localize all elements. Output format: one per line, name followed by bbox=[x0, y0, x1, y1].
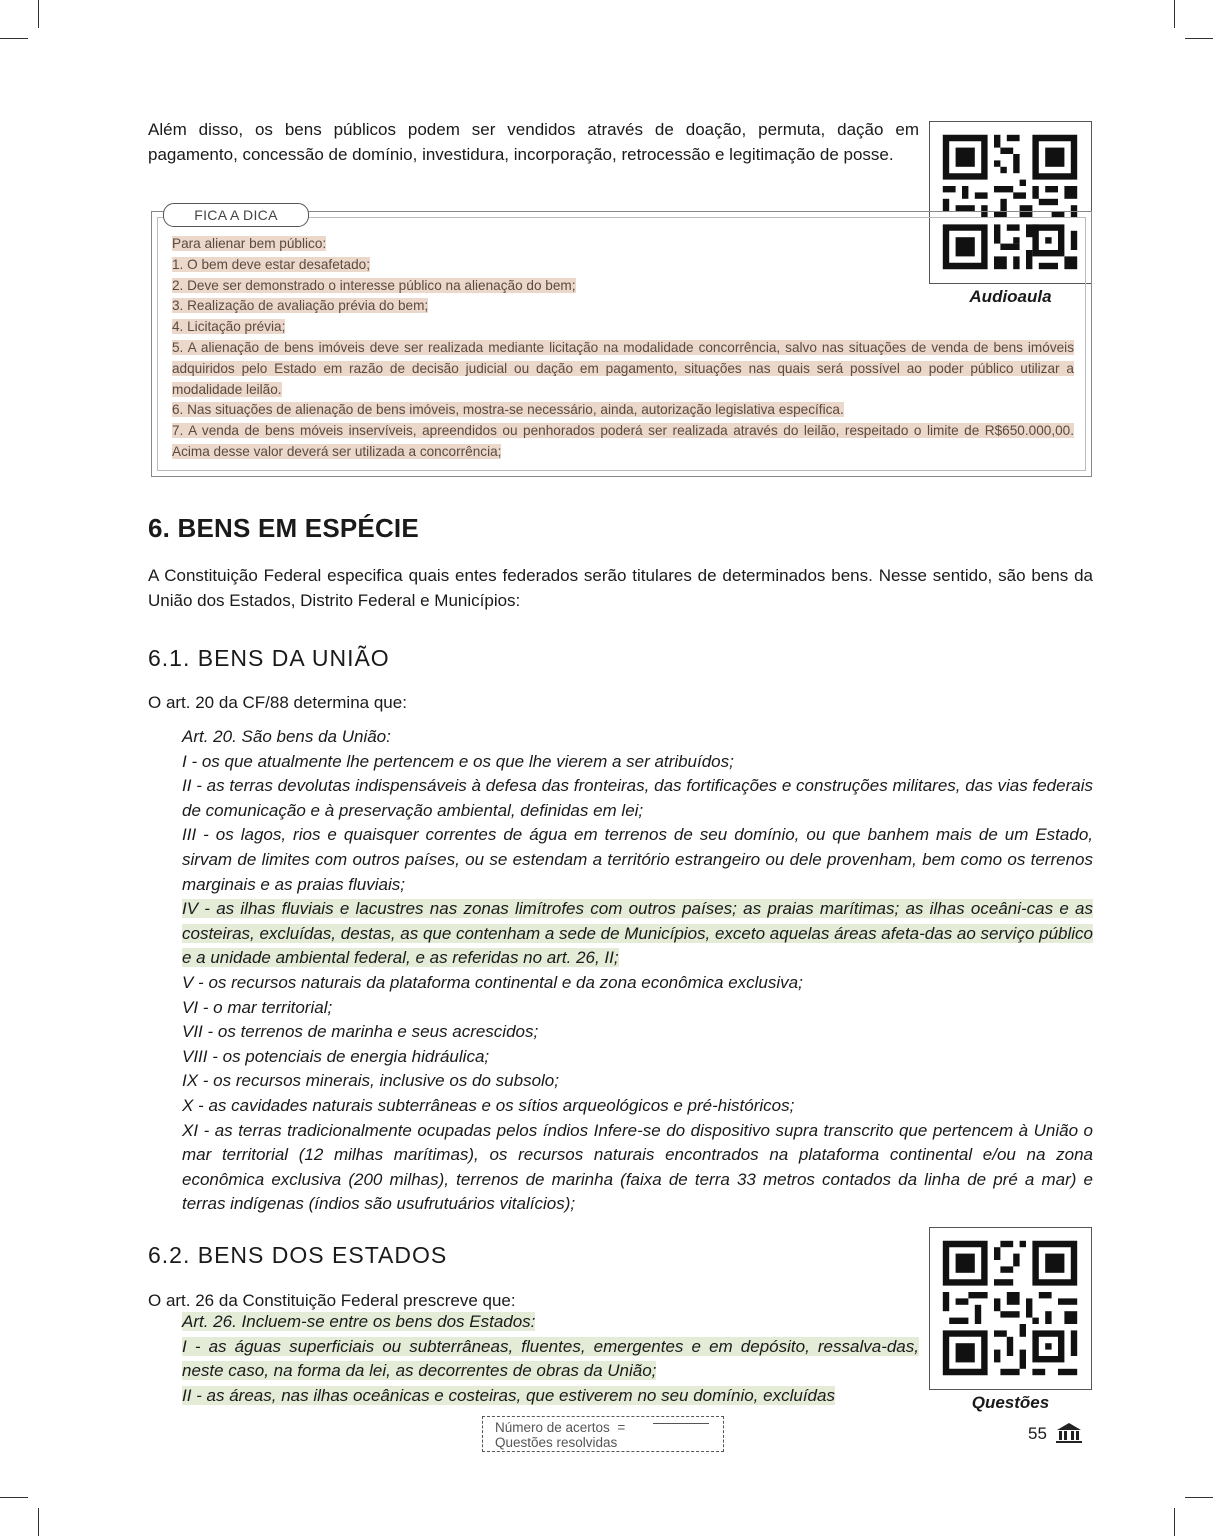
art20-item: XI - as terras tradicionalmente ocupadas pelos índios Infere-se do dispositivo supra transcrito que pertencem à União o mar territorial (12 milhas marítimas), os recursos naturais encontrados na plataforma continental e/ou na zona econômica exclusiva (200 milhas), terrenos de marinha (faixa de terra 33 metros contados da linha de pré a mar) e terras indígenas (índios são usufrutuários vitalícios); bbox=[182, 1120, 1093, 1214]
crop-mark bbox=[1185, 38, 1213, 39]
tip-box-content bbox=[172, 234, 1074, 463]
art20-item-highlighted: IV - as ilhas fluviais e lacustres nas zonas limítrofes com outros países; as praias marítimas; as ilhas oceâni-cas e as costeiras, excluídas, destas, as que contenham a sede de Municípios, exceto aquelas áreas afeta-das ao serviço público e a unidade ambiental federal, e as referidas no art. 26, II; bbox=[182, 899, 1093, 968]
score-label-resolvidas: Questões resolvidas bbox=[495, 1435, 618, 1450]
tip-line: 4. Licitação prévia; bbox=[172, 319, 286, 335]
tip-box-label: FICA A DICA bbox=[163, 203, 309, 227]
qr-caption-audioaula: Audioaula bbox=[969, 287, 1052, 306]
crop-mark bbox=[1174, 0, 1175, 28]
tip-line: 1. O bem deve estar desafetado; bbox=[172, 256, 370, 272]
tip-line: 5. A alienação de bens imóveis deve ser realizada mediante licitação na modalidade concorrência, salvo nas situações de venda de bens imóveis adquiridos pelo Estado em razão de decisão judicial ou dação em pagamento, situações nas quais será possível ao poder público utilizar a modalidade leilão. bbox=[172, 339, 1074, 397]
crop-mark bbox=[1174, 1508, 1175, 1536]
score-box bbox=[482, 1416, 724, 1452]
crop-mark bbox=[0, 38, 28, 39]
art26-title: Art. 26. Incluem-se entre os bens dos Estados: bbox=[182, 1312, 536, 1331]
institution-logo-icon bbox=[1054, 1421, 1084, 1443]
art20-item: IX - os recursos minerais, inclusive os do subsolo; bbox=[182, 1071, 559, 1091]
crop-mark bbox=[0, 1497, 28, 1498]
qr-caption-questoes: Questões bbox=[971, 1393, 1050, 1412]
art20-item: I - os que atualmente lhe pertencem e os que lhe vierem a ser atribuídos; bbox=[182, 751, 734, 771]
tip-line: 6. Nas situações de alienação de bens imóveis, mostra-se necessário, ainda, autorização legislativa específica. bbox=[172, 402, 844, 418]
score-equals: = bbox=[617, 1420, 626, 1435]
tip-line: 2. Deve ser demonstrado o interesse público na alienação do bem; bbox=[172, 277, 576, 293]
art20-item: X - as cavidades naturais subterrâneas e os sítios arqueológicos e pré-históricos; bbox=[182, 1095, 795, 1115]
page-number: 55 bbox=[1028, 1424, 1047, 1443]
section6-paragraph: A Constituição Federal especifica quais entes federados serão titulares de determinados bens. Nesse sentido, são bens da União dos Estados, Distrito Federal e Municípios: bbox=[148, 566, 1093, 610]
crop-mark bbox=[1185, 1497, 1213, 1498]
tip-line: Para alienar bem público: bbox=[172, 236, 327, 251]
art20-item: III - os lagos, rios e quaisquer correntes de água em terrenos de seu domínio, ou que banhem mais de um Estado, sirvam de limites com outros países, ou se estendam a território estrangeiro ou dele provenham, bem como os terrenos marginais e as praias fluviais; bbox=[182, 825, 1093, 894]
section-title-bens-em-especie: 6. BENS EM ESPÉCIE bbox=[148, 513, 419, 543]
score-label-acertos: Número de acertos = bbox=[495, 1420, 626, 1435]
art20-item: VII - os terrenos de marinha e seus acrescidos; bbox=[182, 1022, 539, 1042]
section61-intro: O art. 20 da CF/88 determina que: bbox=[148, 693, 407, 712]
qr-code-icon bbox=[930, 1228, 1090, 1388]
art26-item: I - as águas superficiais ou subterrâneas, fluentes, emergentes e em depósito, ressalva-das, neste caso, na forma da lei, as decorrentes de obras da União; bbox=[182, 1336, 919, 1381]
art20-block bbox=[182, 725, 1093, 1217]
section62-intro: O art. 26 da Constituição Federal prescreve que: bbox=[148, 1291, 516, 1310]
art20-item: II - as terras devolutas indispensáveis à defesa das fronteiras, das fortificações e construções militares, das vias federais de comunicação e à preservação ambiental, definidas em lei; bbox=[182, 776, 1093, 820]
art20-item: V - os recursos naturais da plataforma continental e da zona econômica exclusiva; bbox=[182, 972, 803, 992]
crop-mark bbox=[38, 1508, 39, 1536]
tip-line: 3. Realização de avaliação prévia do bem; bbox=[172, 298, 429, 314]
art20-item: VI - o mar territorial; bbox=[182, 997, 333, 1017]
art20-title: Art. 20. São bens da União: bbox=[182, 727, 391, 746]
art26-block bbox=[182, 1310, 919, 1408]
intro-paragraph: Além disso, os bens públicos podem ser vendidos através de doação, permuta, dação em pagamento, concessão de domínio, investidura, incorporação, retrocessão e legitimação de posse. bbox=[148, 120, 919, 164]
art26-item: II - as áreas, nas ilhas oceânicas e costeiras, que estiverem no seu domínio, excluídas bbox=[182, 1385, 835, 1405]
crop-mark bbox=[38, 0, 39, 28]
tip-line: 7. A venda de bens móveis inservíveis, apreendidos ou penhorados poderá ser realizada através do leilão, respeitado o limite de R$650.000,00. Acima desse valor deverá ser utilizada a concorrência; bbox=[172, 423, 1074, 459]
score-fraction-line bbox=[653, 1423, 709, 1424]
section-title-bens-da-uniao: 6.1. BENS DA UNIÃO bbox=[148, 645, 390, 671]
qr-code-questoes[interactable] bbox=[929, 1227, 1092, 1390]
section-title-bens-dos-estados: 6.2. BENS DOS ESTADOS bbox=[148, 1242, 448, 1268]
art20-item: VIII - os potenciais de energia hidráulica; bbox=[182, 1046, 490, 1066]
